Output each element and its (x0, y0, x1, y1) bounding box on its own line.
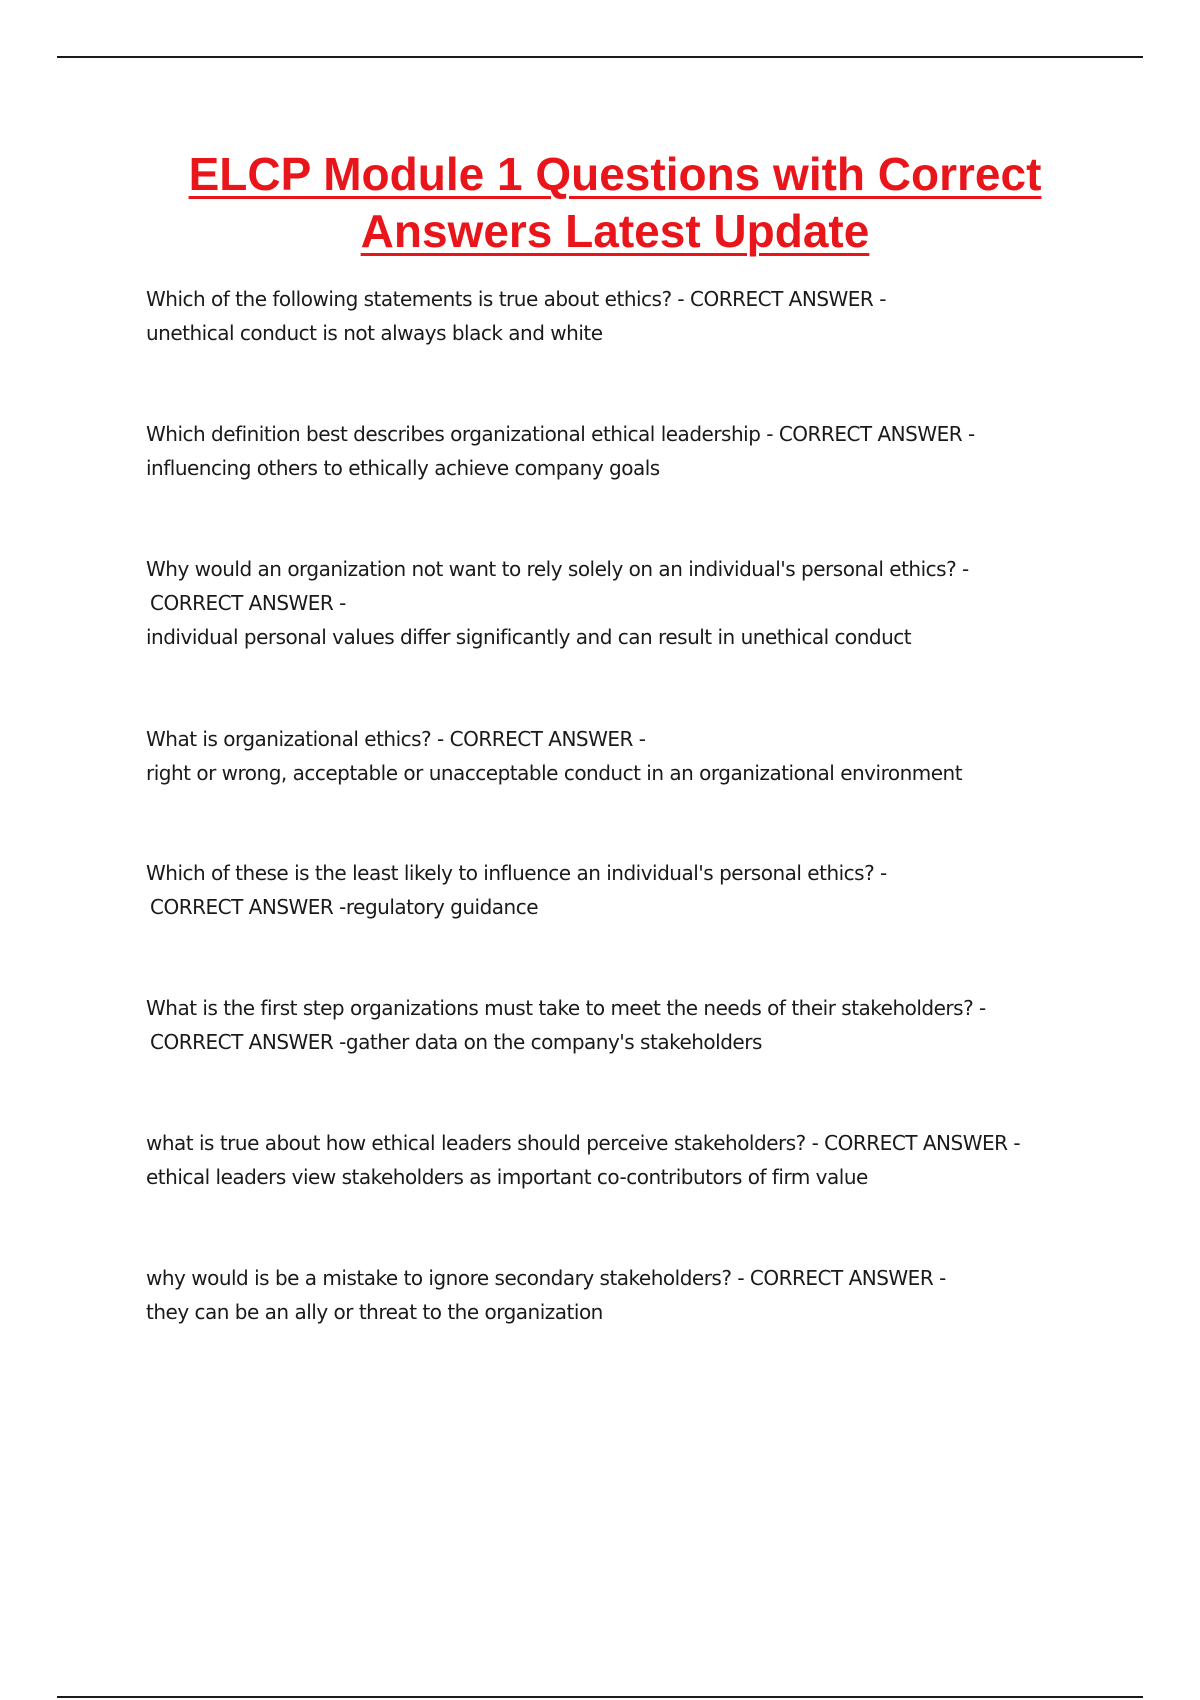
qa-item-3 (146, 552, 969, 654)
answer-text: right or wrong, acceptable or unacceptable conduct in an organizational environment (146, 761, 963, 785)
answer-text: individual personal values differ significantly and can result in unethical conduct (146, 625, 912, 649)
question-text: what is true about how ethical leaders should perceive stakeholders? - CORRECT ANSWER - (146, 1131, 1021, 1155)
question-text: Why would an organization not want to rely solely on an individual's personal ethics? - (146, 557, 969, 581)
qa-item-2 (146, 417, 975, 485)
qa-item-6 (146, 991, 986, 1059)
question-text: What is the first step organizations must take to meet the needs of their stakeholders? - (146, 996, 986, 1020)
answer-label: CORRECT ANSWER - (150, 591, 346, 615)
question-text: why would is be a mistake to ignore secondary stakeholders? - CORRECT ANSWER - (146, 1266, 946, 1290)
qa-item-7 (146, 1126, 1020, 1194)
answer-text: they can be an ally or threat to the organization (146, 1300, 603, 1324)
qa-item-1 (146, 282, 886, 350)
bottom-rule (57, 1696, 1143, 1698)
answer-text: influencing others to ethically achieve company goals (146, 456, 660, 480)
document-title: ELCP Module 1 Questions with Correct Answers Latest Update (188, 148, 1042, 257)
question-text: What is organizational ethics? - CORRECT ANSWER - (146, 727, 646, 751)
question-text: Which definition best describes organizational ethical leadership - CORRECT ANSWER - (146, 422, 975, 446)
question-text: Which of the following statements is true about ethics? - CORRECT ANSWER - (146, 287, 886, 311)
answer-text: unethical conduct is not always black and white (146, 321, 603, 345)
qa-item-8 (146, 1261, 946, 1329)
qa-item-4 (146, 722, 962, 790)
answer-text: ethical leaders view stakeholders as important co-contributors of firm value (146, 1165, 868, 1189)
answer-text: CORRECT ANSWER -regulatory guidance (150, 895, 539, 919)
answer-text: CORRECT ANSWER -gather data on the company's stakeholders (150, 1030, 762, 1054)
question-text: Which of these is the least likely to influence an individual's personal ethics? - (146, 861, 887, 885)
qa-item-5 (146, 856, 887, 924)
top-rule (57, 56, 1143, 58)
